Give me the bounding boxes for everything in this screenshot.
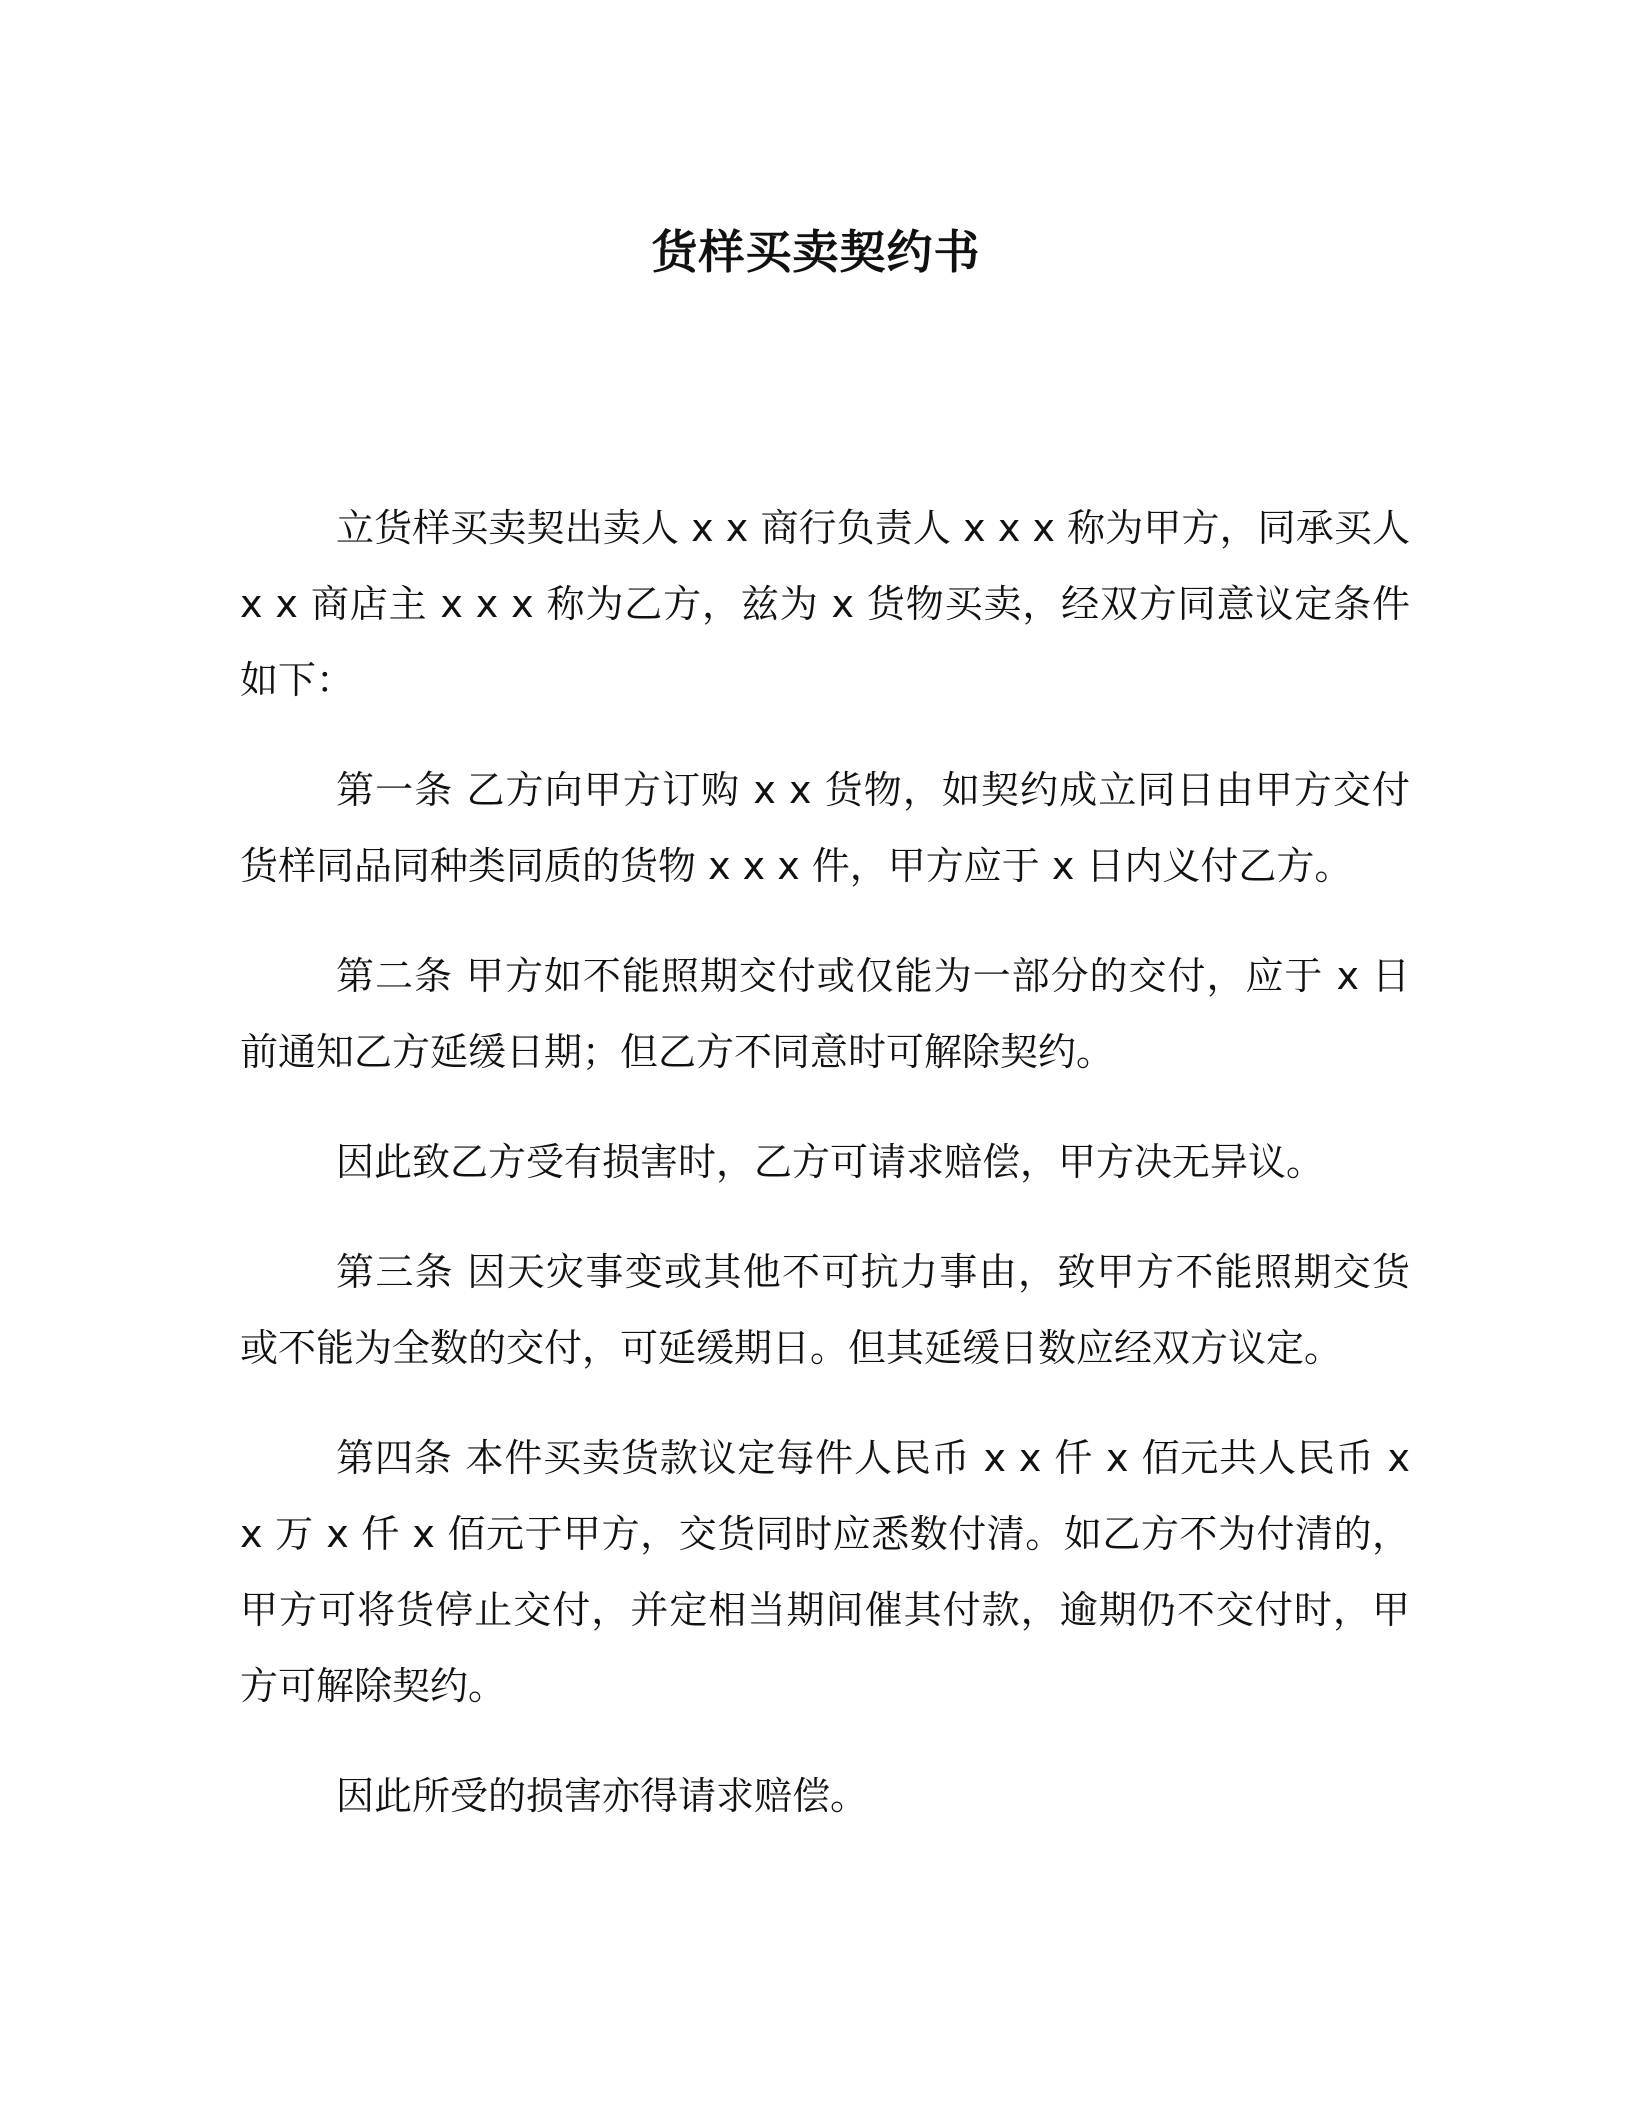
paragraph-article-2-damages: 因此致乙方受有损害时，乙方可请求赔偿，甲方决无异议。 xyxy=(336,1140,1325,1184)
paragraph-preamble: 立货样买卖契出卖人 x x 商行负责人 x x x 称为甲方，同承买人 x x 商店主 x x x 称为乙方，兹为 x 货物买卖，经双方同意议定条件如下： xyxy=(240,506,1410,702)
document-title: 货样买卖契约书 xyxy=(651,225,981,279)
paragraph-article-4: 第四条 本件买卖货款议定每件人民币 x x 仟 x 佰元共人民币 x x 万 x 仟 x 佰元于甲方，交货同时应悉数付清。如乙方不为付清的，甲方可将货停止交付，并定相当期间催其付款，逾期仍不交付时，甲方可解除契约。 xyxy=(240,1436,1410,1708)
paragraph-article-1: 第一条 乙方向甲方订购 x x 货物，如契约成立同日由甲方交付货样同品同种类同质的货物 x x x 件，甲方应于 x 日内义付乙方。 xyxy=(240,768,1410,888)
paragraph-article-3: 第三条 因天灾事变或其他不可抗力事由，致甲方不能照期交货或不能为全数的交付，可延缓期日。但其延缓日数应经双方议定。 xyxy=(240,1250,1410,1370)
paragraph-article-4-damages: 因此所受的损害亦得请求赔偿。 xyxy=(336,1774,869,1818)
document-body xyxy=(240,490,1410,1868)
paragraph-article-2: 第二条 甲方如不能照期交付或仅能为一部分的交付，应于 x 日前通知乙方延缓日期；但乙方不同意时可解除契约。 xyxy=(240,954,1410,1074)
